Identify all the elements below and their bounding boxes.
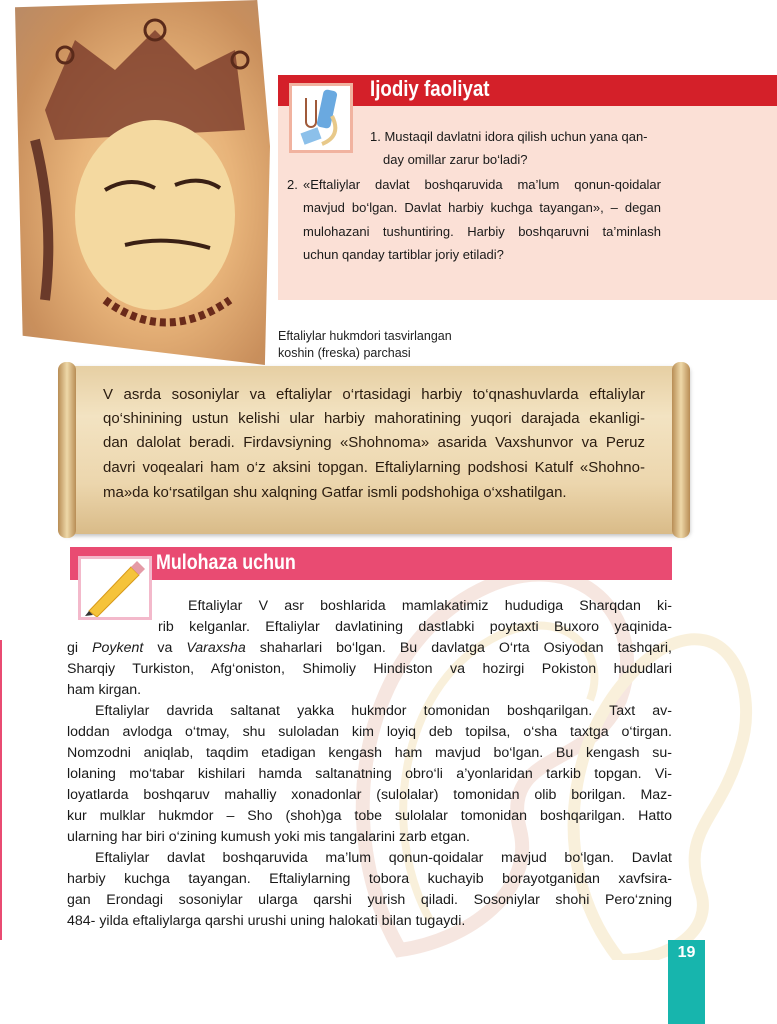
question-2-line-2: mavjud bo‘lgan. Davlat harbiy kuchga tayangan», – degan xyxy=(303,200,661,215)
body-line: loyatlarda boshqaruv mahalliy xonadonlar (sulolalar) tomonidan olib borilgan. Maz- xyxy=(67,787,672,803)
caption-line: Eftaliylar hukmdori tasvirlangan xyxy=(278,329,452,343)
discussion-title: Mulohaza uchun xyxy=(156,551,296,574)
margin-accent-line xyxy=(0,640,2,940)
text: shaharlari bo‘lgan. Bu davlatga O‘rta Osiyodan tashqari, xyxy=(245,640,672,656)
activity-title: Ijodiy faoliyat xyxy=(370,76,490,101)
body-line: Eftaliylar davrida saltanat yakka hukmdor tomonidan boshqarilgan. Taxt av- xyxy=(95,703,672,719)
scroll-line: davri voqealari ham o‘z aksini topgan. Eftaliylarning podshosi Katulf «Shohno- xyxy=(103,459,645,476)
body-line: rib kelganlar. Eftaliylar davlatining dastlabki poytaxti Buxoro yaqinida- xyxy=(158,619,672,635)
pencil-icon xyxy=(78,556,152,620)
body-line: Sharqiy Turkiston, Afg‘oniston, Shimoliy Hindiston va hozirgi Pokiston hududlari xyxy=(67,661,672,677)
question-1-line-1: 1. Mustaqil davlatni idora qilish uchun yana qan- xyxy=(370,129,648,144)
scroll-line: qo‘shinining ustun kelishi ular harbiy mahoratining yuqori darajada ekanligi- xyxy=(103,410,645,427)
body-line: ularning har biri o‘zining kumush yoki mis tangalarini zarb etgan. xyxy=(67,829,470,845)
body-line xyxy=(67,639,672,657)
scroll-roll-right xyxy=(672,362,690,538)
question-1-line-2: day omillar zarur bo‘ladi? xyxy=(383,152,528,167)
body-line: harbiy kuchga tayangan. Eftaliylarning tobora kuchayib borayotganidan xavfsira- xyxy=(67,871,672,887)
city-name-varaxsha: Varaxsha xyxy=(186,640,246,656)
text: va xyxy=(143,640,187,656)
body-line: ham kirgan. xyxy=(67,682,142,698)
scroll-line: V asrda sosoniylar va eftaliylar o‘rtasidagi harbiy to‘qnashuvlarda eftaliylar xyxy=(103,386,645,403)
body-line: gan Erondagi sosoniylar ularga qarshi yurish qiladi. Sosoniylar shohi Pero‘zning xyxy=(67,892,672,908)
scroll-line: dan dalolat beradi. Firdavsiyning «Shohnoma» asarida Vaxshunvor va Peruz xyxy=(103,434,645,451)
question-2-line-1: «Eftaliylar davlat boshqaruvida ma’lum qonun-qoidalar xyxy=(303,177,661,192)
page-number: 19 xyxy=(668,940,705,1024)
body-line: 484- yilda eftaliylarga qarshi urushi uning halokati bilan tugaydi. xyxy=(67,913,466,929)
question-2-line-4: uchun qanday tartiblar joriy etiladi? xyxy=(303,247,504,262)
caption-line: koshin (freska) parchasi xyxy=(278,346,411,360)
question-2-line-3: mulohazani tushuntiring. Harbiy boshqaruvni ta’minlash xyxy=(303,224,661,239)
body-line: kur mulklar hukmdor – Sho (shoh)ga tobe sulolalar tomonidan boshqarilgan. Hatto xyxy=(67,808,672,824)
figure-caption xyxy=(278,328,452,362)
body-line: loddan avlodga o‘tmay, shu suloladan kim loyiq deb topilsa, o‘sha taxtga o‘tirgan. xyxy=(67,724,672,740)
city-name-poykent: Poykent xyxy=(92,640,144,656)
body-line: Nomzodni aniqlab, taqdim etadigan kengash ham mavjud bo‘lgan. Bu kengash su- xyxy=(67,745,672,761)
body-line: Eftaliylar V asr boshlarida mamlakatimiz hududiga Sharqdan ki- xyxy=(188,598,672,614)
text: gi xyxy=(67,640,93,656)
question-2-number: 2. xyxy=(287,177,298,192)
scroll-roll-left xyxy=(58,362,76,538)
body-line: Eftaliylar davlat boshqaruvida ma’lum qonun-qoidalar mavjud bo‘lgan. Davlat xyxy=(95,850,672,866)
paperclip-and-eraser-icon xyxy=(289,83,353,153)
body-line: lolaning mo‘tabar kishilari hamda saltanatning obro‘li a’yonlaridan tarkib topgan. Vi- xyxy=(67,766,672,782)
scroll-line: ma»da ko‘rsatilgan shu xalqning Gatfar ismli podshohiga o‘xshatilgan. xyxy=(103,484,567,501)
fresco-image xyxy=(15,0,270,365)
